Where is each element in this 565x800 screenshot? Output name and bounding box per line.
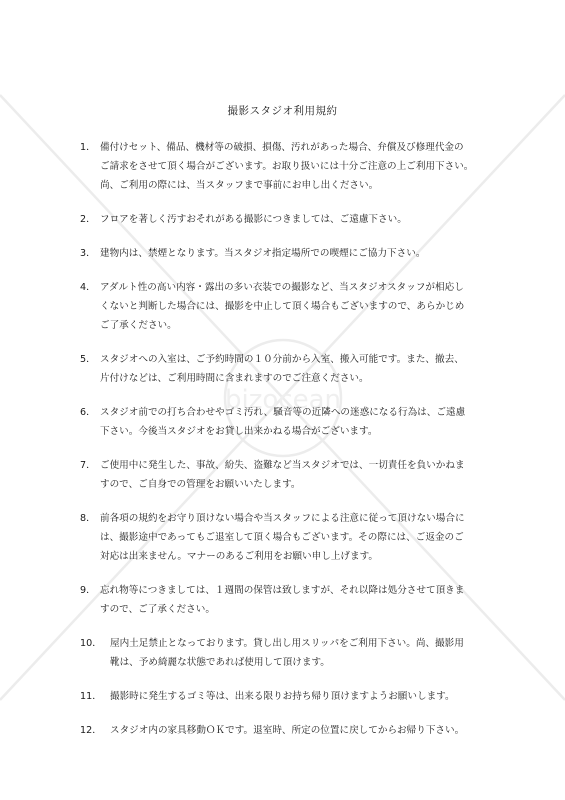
rule-number: 2． — [80, 214, 96, 225]
rule-text — [110, 634, 500, 672]
rule-text-line: 備付けセット、備品、機材等の破損、損傷、汚れがあった場合、弁償及び修理代金の — [100, 142, 464, 153]
rule-number: 7． — [80, 460, 96, 471]
rule-item — [80, 210, 500, 229]
rule-text-line: 忘れ物等につきましては、１週間の保管は致しますが、それ以降は処分させて頂きま — [100, 585, 465, 596]
rule-text — [100, 509, 500, 566]
rule-text — [100, 456, 500, 494]
rule-text-line: ご了承ください。 — [100, 320, 177, 331]
rule-item — [80, 278, 500, 335]
rule-text — [100, 138, 500, 195]
rule-number: 3． — [80, 248, 96, 259]
rule-text — [110, 687, 500, 706]
rule-number: 8． — [80, 513, 96, 524]
rule-text-line: 撮影時に発生するゴミ等は、出来る限りお持ち帰り頂けますようお願いします。 — [110, 691, 455, 702]
rule-text-line: フロアを著しく汚すおそれがある撮影につきましては、ご遠慮下さい。 — [100, 214, 407, 225]
rule-text — [100, 244, 500, 263]
rule-text-line: スタジオ内の家具移動ＯＫです。退室時、所定の位置に戻してからお帰り下さい。 — [110, 725, 465, 736]
rules-list — [80, 138, 500, 755]
watermark-text: bizocean — [225, 385, 341, 415]
rule-item — [80, 350, 500, 388]
rule-item — [80, 244, 500, 263]
rule-text — [100, 350, 500, 388]
rule-item — [80, 138, 500, 195]
rule-item — [80, 721, 500, 740]
rule-item — [80, 687, 500, 706]
rule-item — [80, 403, 500, 441]
rule-text-line: スタジオへの入室は、ご予約時間の１０分前から入室、搬入可能です。また、撤去、 — [100, 354, 464, 365]
rule-item — [80, 456, 500, 494]
rule-text-line: スタジオ前での打ち合わせやゴミ汚れ、騒音等の近隣への迷惑になる行為は、ご遠慮 — [100, 407, 466, 418]
rule-text — [100, 278, 500, 335]
rule-text-line: くないと判断した場合には、撮影を中止して頂く場合もございますので、あらかじめ — [100, 301, 465, 312]
rule-text-line: 下さい。今後当スタジオをお貸し出来かねる場合がございます。 — [100, 426, 378, 437]
rule-item — [80, 634, 500, 672]
rule-number: 9． — [80, 585, 96, 596]
rule-text-line: アダルト性の高い内容・露出の多い衣装での撮影など、当スタジオスタッフが相応し — [100, 282, 464, 293]
rule-number: 6． — [80, 407, 96, 418]
rule-text-line: は、撮影途中であってもご退室して頂く場合もございます。その際には、ご返金のご — [100, 532, 464, 543]
rule-number: 11． — [80, 691, 102, 702]
rule-text — [100, 581, 500, 619]
rule-text-line: ご使用中に発生した、事故、紛失、盗難など当スタジオでは、一切責任を負いかねま — [100, 460, 465, 471]
rule-text-line: 屋内土足禁止となっております。貸し出し用スリッパをご利用下さい。尚、撮影用 — [110, 638, 464, 649]
rule-number: 4． — [80, 282, 96, 293]
rule-item — [80, 581, 500, 619]
rule-text-line: 対応は出来ません。マナーのあるご利用をお願い申し上げます。 — [100, 551, 379, 562]
rule-text — [100, 210, 500, 229]
rule-text-line: 前各項の規約をお守り頂けない場合や当スタッフによる注意に従って頂けない場合に — [100, 513, 465, 524]
rule-text-line: 片付けなどは、ご利用時間に含まれますのでご注意ください。 — [100, 373, 369, 384]
rule-number: 1． — [80, 142, 96, 153]
rule-text — [110, 721, 500, 740]
rule-text — [100, 403, 500, 441]
rule-text-line: 尚、ご利用の際には、当スタッフまで事前にお申し出ください。 — [100, 180, 379, 191]
rule-text-line: すので、ご自身での管理をお願いいたします。 — [100, 479, 301, 490]
rule-text-line: すので、ご了承ください。 — [100, 604, 215, 615]
rule-number: 12． — [80, 725, 102, 736]
rule-number: 5． — [80, 354, 96, 365]
document-title: 撮影スタジオ利用規約 — [227, 105, 338, 117]
rule-text-line: 靴は、予め綺麗な状態であれば使用して頂けます。 — [110, 657, 330, 668]
rule-item — [80, 509, 500, 566]
rule-text-line: 建物内は、禁煙となります。当スタジオ指定場所での喫煙にご協力下さい。 — [100, 248, 426, 259]
rule-text-line: ご請求をさせて頂く場合がございます。お取り扱いには十分ご注意の上ご利用下さい。 — [100, 161, 474, 172]
rule-number: 10． — [80, 638, 102, 649]
